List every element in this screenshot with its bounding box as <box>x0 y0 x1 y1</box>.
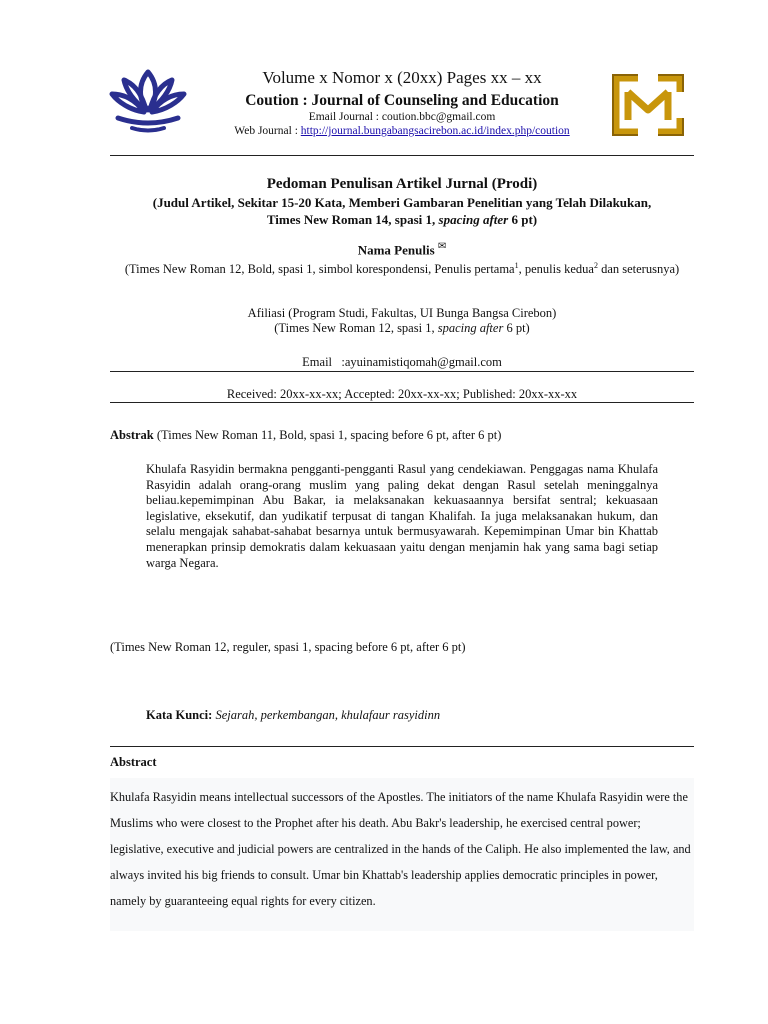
title-note-pre: Times New Roman 14, spasi 1, <box>266 212 439 227</box>
title-note-line-1: (Judul Artikel, Sekitar 15-20 Kata, Memberi Gambaran Penelitian yang Telah Dilakukan, <box>152 195 652 210</box>
title-note-line-2 <box>110 211 694 228</box>
affiliation-note-pre: (Times New Roman 12, spasi 1, <box>274 321 438 335</box>
lotus-logo-icon <box>108 66 188 136</box>
envelope-icon: ✉ <box>437 241 447 252</box>
affiliation-note-post: 6 pt) <box>503 321 530 335</box>
abstract-divider <box>110 746 694 747</box>
journal-web <box>180 125 624 137</box>
title-note-italic: spacing after <box>438 212 509 227</box>
author-note-sup-2: 2 <box>593 261 598 270</box>
dates-divider-top <box>110 371 694 372</box>
abstract-text: Khulafa Rasyidin means intellectual successors of the Apostles. The initiators of the name Khulafa Rasyidin were the Muslims who were closest to the Prophet after his death. Abu Bakr's leadership, he exercised central power; legislative, executive and judicial powers are centralized in the hands of the Caliph. He also implemented the law, and always invited his big friends to consult. Umar bin Khattab's leadership applies democratic principles in power, namely by guaranteeing equal rights for every citizen. <box>110 790 691 908</box>
article-title: Pedoman Penulisan Artikel Jurnal (Prodi) <box>266 176 538 192</box>
keywords-label: Kata Kunci: <box>146 708 213 722</box>
journal-web-link[interactable]: http://journal.bungabangsacirebon.ac.id/index.php/coution <box>300 125 570 137</box>
web-label: Web Journal : <box>234 125 301 137</box>
keywords-value: Sejarah, perkembangan, khulafaur rasyidinn <box>212 708 441 722</box>
author-note-part-1: (Times New Roman 12, Bold, spasi 1, simbol korespondensi, Penulis pertama <box>124 262 515 277</box>
title-note <box>110 194 694 228</box>
email-label: Email <box>302 355 333 369</box>
author-email <box>110 355 694 370</box>
author-name <box>110 241 694 258</box>
author-note-sup-1: 1 <box>514 261 519 270</box>
title-note-post: 6 pt) <box>508 212 538 227</box>
abstrak-heading-note: (Times New Roman 11, Bold, spasi 1, spacing before 6 pt, after 6 pt) <box>153 428 502 442</box>
affiliation-note <box>110 321 694 336</box>
abstract-heading: Abstract <box>110 755 157 769</box>
affiliation: Afiliasi (Program Studi, Fakultas, UI Bunga Bangsa Cirebon) <box>247 306 557 320</box>
volume-line: Volume x Nomor x (20xx) Pages xx – xx <box>262 68 542 87</box>
author-note-part-2: , penulis kedua <box>518 262 594 277</box>
header-divider <box>110 155 694 156</box>
publication-dates: Received: 20xx-xx-xx; Accepted: 20xx-xx-xx; Published: 20xx-xx-xx <box>226 387 578 401</box>
author-name-text: Nama Penulis <box>357 242 435 258</box>
author-note-part-3: dan seterusnya) <box>597 262 680 277</box>
format-note: (Times New Roman 12, reguler, spasi 1, spacing before 6 pt, after 6 pt) <box>110 640 466 654</box>
author-note <box>110 258 694 277</box>
abstrak-heading <box>110 428 694 443</box>
email-value: :ayuinamistiqomah@gmail.com <box>341 355 502 369</box>
abstrak-heading-label: Abstrak <box>110 428 154 442</box>
dates-divider-bottom <box>110 402 694 403</box>
affiliation-note-italic: spacing after <box>437 321 504 335</box>
keywords <box>146 708 694 723</box>
abstrak-text: Khulafa Rasyidin bermakna pengganti-pengganti Rasul yang cendekiawan. Penggagas nama Khulafa Rasyidin adalah orang-orang muslim yang paling dekat dengan Rasul setelah meninggalnya beliau.kepemimpinan Abu Bakar, ia melaksanakan kekuasaannya bersifat sentral; kekuasaan legislative, eksekutif, dan yudikatif terpusat di tangan Khalifah. Ia juga melaksanakan hukum, dan selalu mengajak sahabat-sahabat besarnya untuk bermusyawarah. Kepemimpinan Umar bin Khattab menerapkan prinsip demokratis dalam kekuasaan yaitu dengan menjamin hak yang sama bagi setiap warga Negara. <box>146 462 658 570</box>
journal-email: Email Journal : coution.bbc@gmail.com <box>308 111 496 123</box>
journal-name: Coution : Journal of Counseling and Education <box>245 92 559 109</box>
